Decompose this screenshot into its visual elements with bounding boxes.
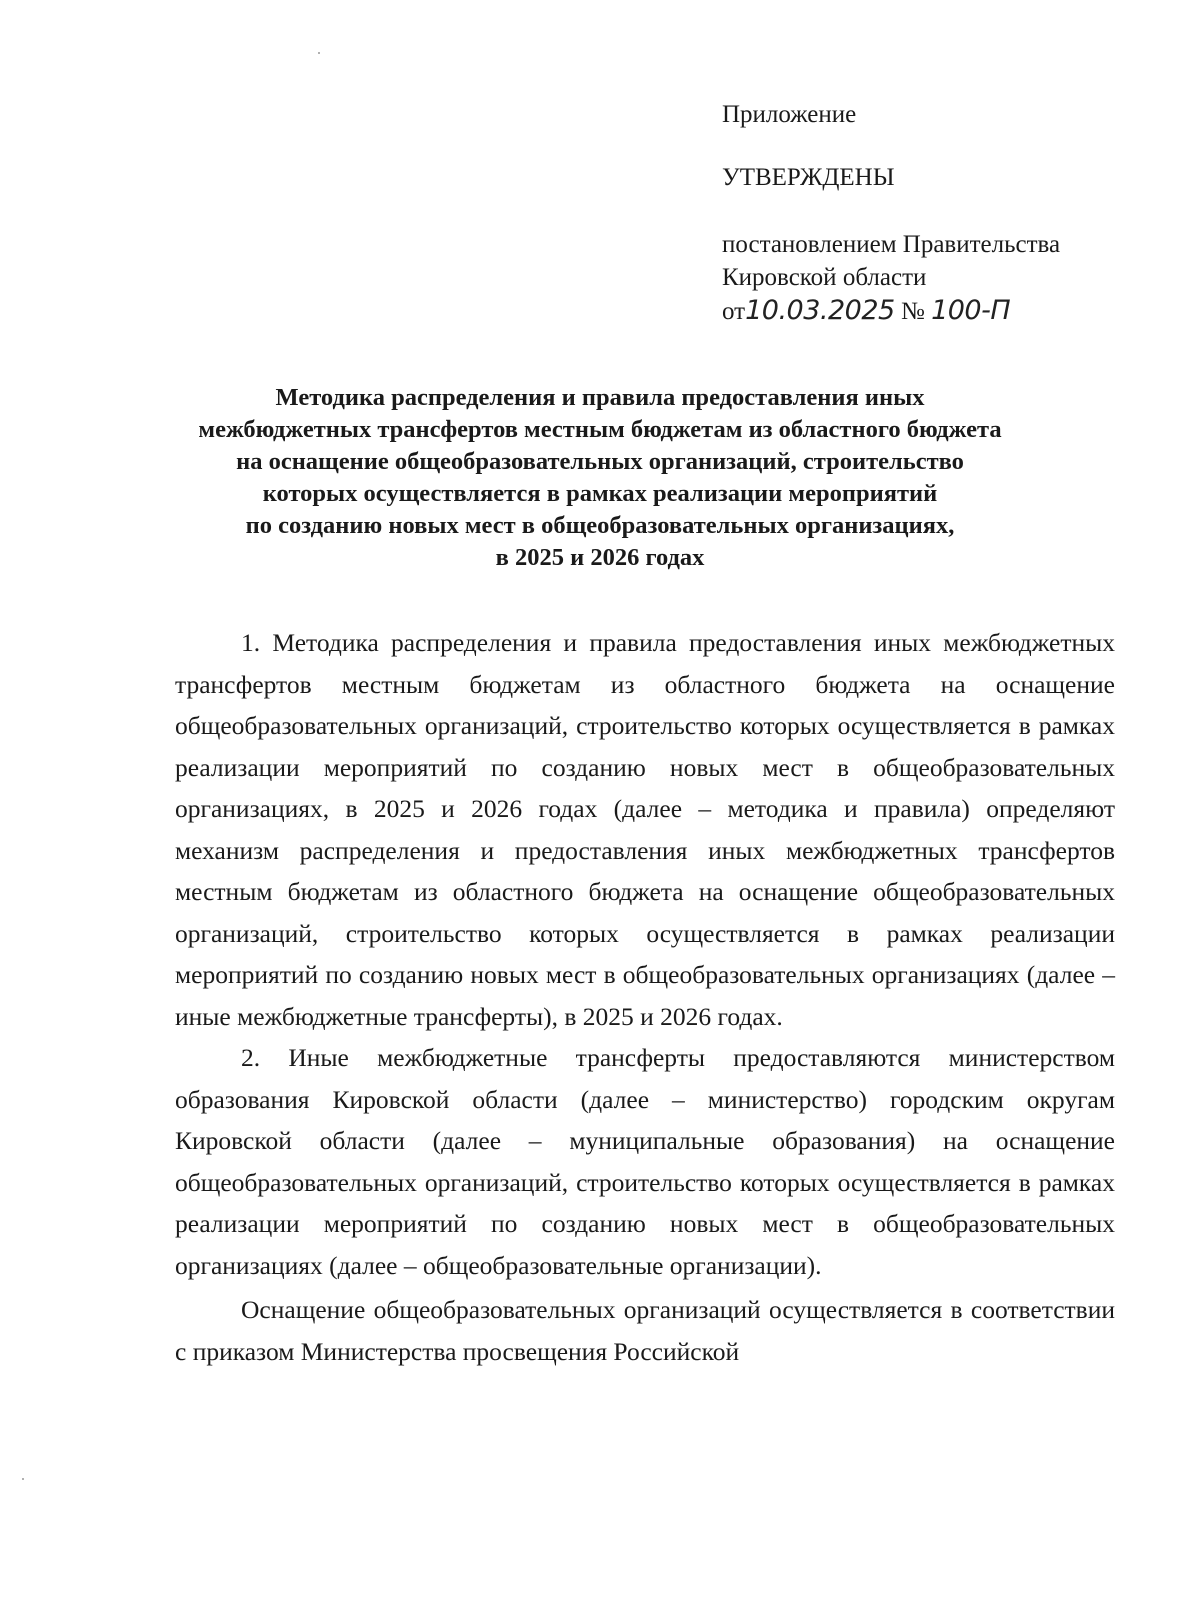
document-title <box>150 382 1050 574</box>
title-line: на оснащение общеобразовательных организаций, строительство <box>236 448 964 475</box>
title-line: межбюджетных трансфертов местным бюджетам из областного бюджета <box>198 416 1002 443</box>
resolution-date-line <box>722 294 1142 328</box>
approved-label: УТВЕРЖДЕНЫ <box>722 164 895 191</box>
handwritten-date: 10.03.2025 <box>745 295 895 326</box>
resolution-line-1: постановлением Правительства <box>722 231 1061 258</box>
approval-block <box>722 98 1142 328</box>
paragraph-2: 2. Иные межбюджетные трансферты предоставляются министерством образования Кировской области (далее – министерство) городским округам Кировской области (далее – муниципальные образования) на оснащение общеобразовательных организаций, строительство которых осуществляется в рамках реализации мероприятий по созданию новых мест в общеобразовательных организациях (далее – общеобразовательные организации). <box>175 1043 1115 1280</box>
resolution-line-2: Кировской области <box>722 264 927 291</box>
paragraph-1: 1. Методика распределения и правила предоставления иных межбюджетных трансфертов местным бюджетам из областного бюджета на оснащение общеобразовательных организаций, строительство которых осуществляется в рамках реализации мероприятий по созданию новых мест в общеобразовательных организациях, в 2025 и 2026 годах (далее – методика и правила) определяют механизм распределения и предоставления иных межбюджетных трансфертов местным бюджетам из областного бюджета на оснащение общеобразовательных организаций, строительство которых осуществляется в рамках реализации мероприятий по созданию новых мест в общеобразовательных организациях (далее – иные межбюджетные трансферты), в 2025 и 2026 годах. <box>175 628 1115 1031</box>
title-line: Методика распределения и правила предоставления иных <box>275 384 925 411</box>
scan-speck <box>22 1478 24 1480</box>
handwritten-number: 100-П <box>931 295 1011 326</box>
scan-speck <box>318 52 320 54</box>
annex-label: Приложение <box>722 101 857 128</box>
date-prefix: от <box>722 298 746 325</box>
title-line: в 2025 и 2026 годах <box>495 544 705 571</box>
paragraph-3: Оснащение общеобразовательных организаций осуществляется в соответствии с приказом Министерства просвещения Российской <box>175 1295 1115 1366</box>
document-body <box>175 622 1115 1372</box>
title-line: которых осуществляется в рамках реализации мероприятий <box>262 480 938 507</box>
title-line: по созданию новых мест в общеобразовательных организациях, <box>245 512 955 539</box>
number-sign: № <box>900 298 925 325</box>
